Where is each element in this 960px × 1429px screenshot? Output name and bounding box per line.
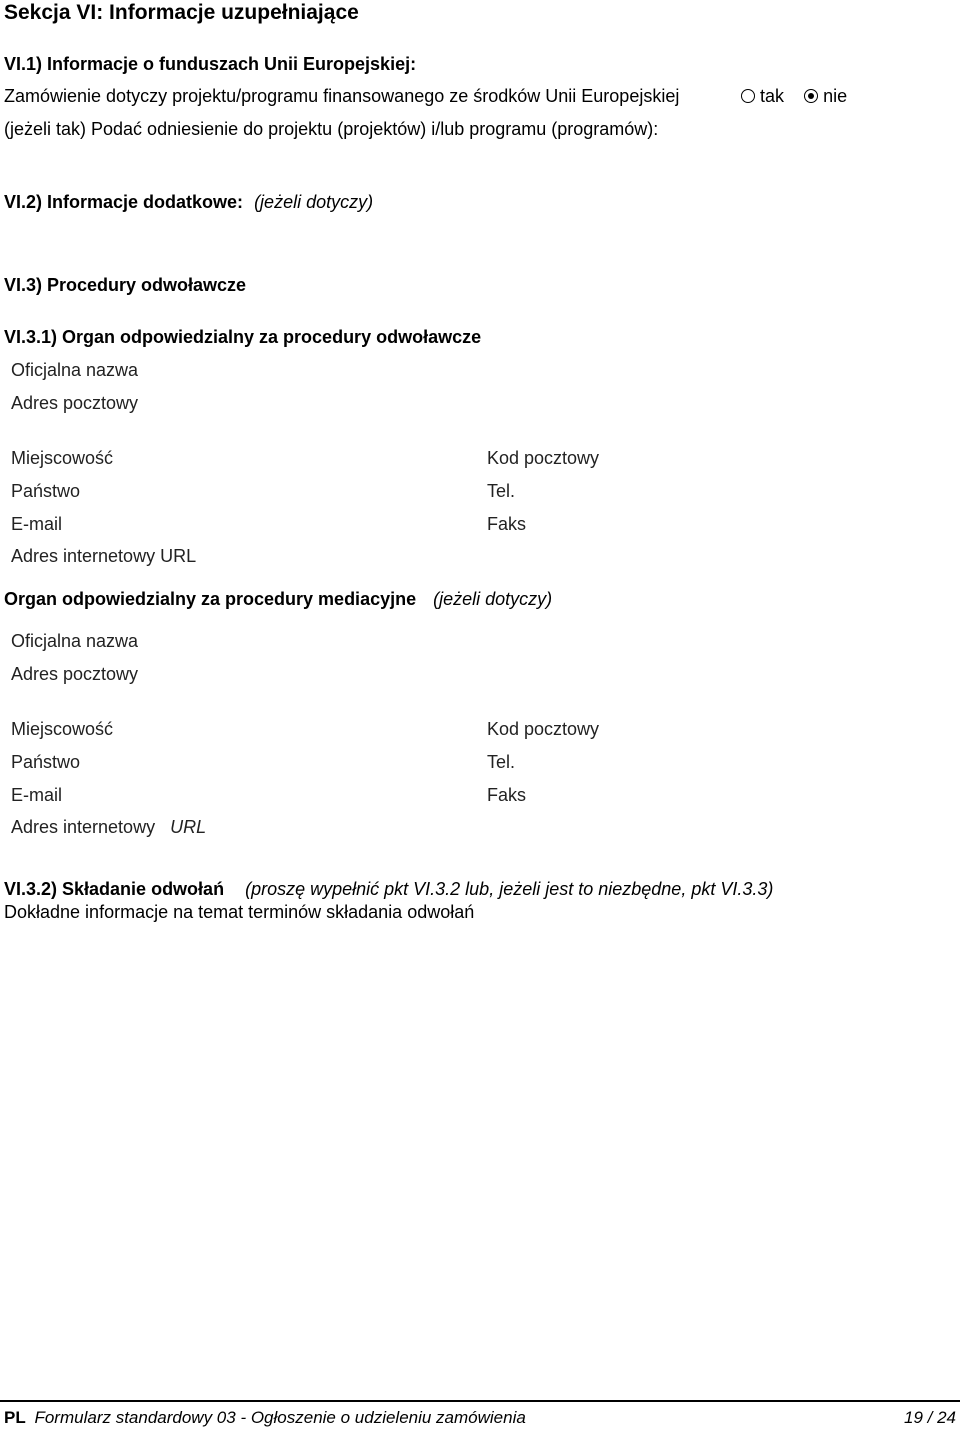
vi2-heading-text: VI.2) Informacje dodatkowe: — [4, 192, 244, 212]
mediation-heading — [4, 589, 552, 610]
radio-no-label: nie — [823, 86, 848, 106]
mediation-email-label: E-mail — [11, 785, 63, 805]
mediation-url-label — [11, 817, 206, 838]
footer-divider — [0, 1400, 960, 1402]
footer-page-number: 19 / 24 — [904, 1408, 956, 1427]
review-body-town-label: Miejscowość — [11, 448, 114, 468]
eu-project-reference-label: (jeżeli tak) Podać odniesienie do projektu (projektów) i/lub programu (programów): — [4, 119, 659, 139]
vi32-heading-text: VI.3.2) Składanie odwołań — [4, 879, 225, 899]
mediation-town-label: Miejscowość — [11, 719, 114, 739]
vi32-heading — [4, 879, 773, 900]
review-body-tel-label: Tel. — [487, 481, 516, 501]
eu-funds-question: Zamówienie dotyczy projektu/programu finansowanego ze środków Unii Europejskiej — [4, 86, 680, 106]
footer — [4, 1408, 526, 1428]
review-body-country-label: Państwo — [11, 481, 81, 501]
mediation-tel-label: Tel. — [487, 752, 516, 772]
mediation-url-label-text: Adres internetowy — [11, 817, 156, 837]
review-body-postal-code-label: Kod pocztowy — [487, 448, 600, 468]
mediation-fax-label: Faks — [487, 785, 527, 805]
footer-form-title: Formularz standardowy 03 - Ogłoszenie o udzieleniu zamówienia — [34, 1408, 526, 1427]
vi1-heading: VI.1) Informacje o funduszach Unii Europejskiej: — [4, 54, 417, 74]
review-body-url-label: Adres internetowy URL — [11, 546, 197, 566]
vi2-heading — [4, 192, 373, 213]
mediation-url-suffix: URL — [170, 817, 207, 837]
mediation-note: (jeżeli dotyczy) — [433, 589, 553, 609]
section-title: Sekcja VI: Informacje uzupełniające — [4, 1, 359, 24]
mediation-official-name-label: Oficjalna nazwa — [11, 631, 139, 651]
mediation-postal-code-label: Kod pocztowy — [487, 719, 600, 739]
mediation-postal-address-label: Adres pocztowy — [11, 664, 139, 684]
radio-no[interactable] — [804, 89, 818, 103]
vi32-note: (proszę wypełnić pkt VI.3.2 lub, jeżeli jest to niezbędne, pkt VI.3.3) — [245, 879, 774, 899]
radio-yes-label: tak — [760, 86, 785, 106]
review-body-fax-label: Faks — [487, 514, 527, 534]
review-body-postal-address-label: Adres pocztowy — [11, 393, 139, 413]
review-body-official-name-label: Oficjalna nazwa — [11, 360, 139, 380]
mediation-heading-text: Organ odpowiedzialny za procedury mediacyjne — [4, 589, 417, 609]
vi2-note: (jeżeli dotyczy) — [254, 192, 374, 212]
vi3-heading: VI.3) Procedury odwoławcze — [4, 275, 247, 295]
radio-yes[interactable] — [741, 89, 755, 103]
eu-funds-radio-group — [741, 86, 847, 107]
footer-language: PL — [4, 1408, 26, 1427]
vi32-details-label: Dokładne informacje na temat terminów składania odwołań — [4, 902, 475, 922]
review-body-email-label: E-mail — [11, 514, 63, 534]
mediation-country-label: Państwo — [11, 752, 81, 772]
vi31-heading: VI.3.1) Organ odpowiedzialny za procedury odwoławcze — [4, 327, 482, 347]
